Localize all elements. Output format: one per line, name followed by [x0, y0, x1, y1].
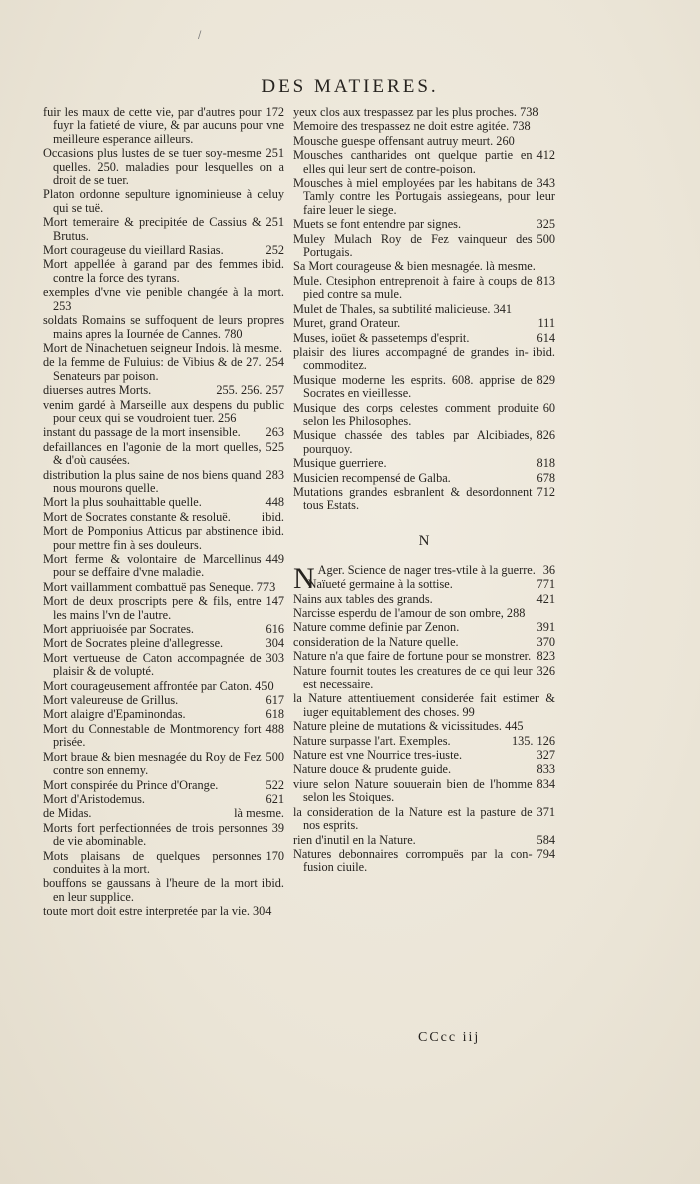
index-entry [43, 286, 284, 313]
entry-text: la Nature attentiuement considerée fait estimer & iuger equitablement des choses. 99 [293, 691, 555, 719]
right-column-bottom [293, 561, 555, 875]
entry-text: Mort courageusement affrontée par Caton. 450 [43, 678, 274, 693]
entry-text: Mulet de Thales, sa subtilité malicieuse. 341 [293, 301, 513, 316]
entry-text: exemples d'vne vie penible changée à la mort. 253 [43, 285, 284, 313]
entry-text: fuir les maux de cette vie, par d'autres pour fuyr la fatieté de viure, & par aucuns pour vne meilleure esperance ailleurs. [43, 105, 284, 146]
entry-text: Mort braue & bien mesnagée du Roy de Fez contre son ennemy. [43, 749, 262, 778]
entry-page-ref: 251 [265, 215, 284, 230]
index-entry [43, 342, 284, 355]
index-entry [43, 426, 284, 439]
index-entry [293, 486, 555, 513]
entry-text: soldats Romains se suffoquent de leurs propres mains apres la Iournée de Cannes. 780 [43, 313, 284, 341]
page-header: DES MATIERES. [261, 76, 439, 97]
entry-text: Musique moderne les esprits. 608. apprise de Socrates en vieillesse. [293, 372, 533, 401]
entry-page-ref: 448 [265, 495, 284, 510]
entry-page-ref: 500 [536, 231, 555, 246]
entry-text: Mots plaisans de quelques personnes conduites à la mort. [43, 848, 262, 876]
entry-text: toute mort doit estre interpretée par la vie. 304 [43, 904, 272, 919]
entry-page-ref: 614 [536, 330, 555, 345]
index-entry [293, 402, 555, 429]
index-entry [293, 346, 555, 373]
entry-text: Nature est vne Nourrice tres-iuste. [293, 748, 463, 763]
entry-text: Mort d'Aristodemus. [43, 791, 145, 806]
entry-text: Musique des corps celestes comment produite selon les Philosophes. [293, 400, 539, 428]
entry-page-ref: 135. 126 [511, 733, 555, 748]
entry-page-ref: 449 [265, 552, 284, 566]
entry-text: Mort valeureuse de Grillus. [43, 693, 179, 708]
entry-page-ref: 371 [536, 804, 555, 819]
entry-page-ref: 617 [265, 693, 284, 708]
entry-page-ref: 525 [265, 439, 284, 454]
index-entry [43, 511, 284, 524]
index-entry [43, 496, 284, 509]
index-entry [293, 135, 555, 148]
entry-page-ref: 488 [265, 721, 284, 736]
index-entry [43, 106, 284, 146]
index-entry [293, 120, 555, 133]
entry-page-ref: 500 [265, 749, 284, 764]
entry-text: Musique guerriere. [293, 456, 387, 471]
index-entry [43, 525, 284, 552]
entry-page-ref: 343 [536, 176, 555, 191]
entry-page-ref: 255. 256. 257 [216, 383, 284, 398]
entry-text: Naïueté germaine à la sottise. [307, 577, 453, 592]
entry-page-ref: 522 [265, 777, 284, 792]
index-entry [43, 723, 284, 750]
entry-text: distribution la plus saine de nos biens quand nous mourons quelle. [43, 467, 262, 495]
index-entry [43, 905, 284, 918]
entry-text: Muets se font entendre par signes. [293, 217, 462, 232]
right-column [293, 106, 555, 876]
index-entry [43, 708, 284, 721]
index-entry [293, 177, 555, 217]
entry-page-ref: 833 [536, 762, 555, 777]
entry-page-ref: 304 [265, 636, 284, 651]
entry-text: Nains aux tables des grands. [293, 591, 433, 606]
entry-text: Musique chassée des tables par Alcibiades, pourquoy. [293, 428, 533, 456]
entry-text: Mort vaillamment combattuë pas Seneque. 773 [43, 579, 276, 594]
entry-page-ref: 391 [536, 620, 555, 635]
entry-text: Memoire des trespassez ne doit estre agitée. 738 [293, 119, 531, 134]
index-entry [43, 384, 284, 397]
entry-text: Mort du Connestable de Montmorency fort prisée. [43, 721, 262, 750]
entry-text: Nature comme definie par Zenon. [293, 620, 460, 635]
entry-text: Mousches à miel employées par les habitans de Tamly contre les Portugais assiegeans, pour leur faire leuer le siege. [293, 176, 555, 217]
index-entry [293, 778, 555, 805]
index-entry [293, 593, 555, 606]
entry-text: Nature fournit toutes les creatures de ce qui leur est necessaire. [293, 663, 533, 692]
index-entry [43, 637, 284, 650]
index-entry [43, 595, 284, 622]
entry-text: Mort appriuoisée par Socrates. [43, 622, 194, 637]
entry-page-ref: 678 [536, 470, 555, 485]
entry-text: Mort ferme & volontaire de Marcellinus pour se deffaire d'vne maladie. [43, 552, 262, 580]
index-entry [43, 441, 284, 468]
index-entry [43, 779, 284, 792]
entry-page-ref: 412 [536, 148, 555, 163]
entry-page-ref: 618 [265, 707, 284, 722]
index-entry [43, 216, 284, 243]
index-entry [43, 680, 284, 693]
entry-text: de Midas. [43, 806, 92, 821]
index-entry [293, 233, 555, 260]
index-entry [293, 763, 555, 776]
left-column [43, 106, 284, 920]
entry-text: Nature douce & prudente guide. [293, 762, 452, 777]
index-entry [43, 807, 284, 820]
entry-page-ref: ibid. [261, 524, 284, 539]
entry-page-ref: 251 [265, 146, 284, 161]
index-entry [43, 188, 284, 215]
entry-text: Occasions plus lustes de se tuer soy-mesme quelles. 250. maladies pour lesquelles on a droit de se tuer. [43, 146, 284, 188]
entry-page-ref: 303 [265, 650, 284, 665]
entry-text: Muret, grand Orateur. [293, 316, 401, 331]
entry-page-ref: 252 [265, 243, 284, 258]
entry-text: Mutations grandes esbranlent & desordonnent tous Estats. [293, 484, 533, 513]
entry-text: Ager. Science de nager tres-vtile à la guerre. [317, 562, 536, 577]
entry-page-ref: 712 [536, 484, 555, 499]
entry-text: Mort courageuse du vieillard Rasias. [43, 243, 224, 258]
entry-text: Mort appellée à garand par des femmes contre la force des tyrans. [43, 257, 258, 285]
entry-text: Muley Mulach Roy de Fez vainqueur des Portugais. [293, 231, 533, 260]
index-entry [293, 834, 555, 847]
index-entry [293, 303, 555, 316]
index-entry [43, 314, 284, 341]
entry-page-ref: 818 [536, 456, 555, 471]
index-entry [293, 848, 555, 875]
index-entry [43, 850, 284, 877]
entry-page-ref: 834 [536, 776, 555, 791]
entry-text: Mort la plus souhaittable quelle. [43, 495, 202, 510]
entry-text: instant du passage de la mort insensible. [43, 425, 241, 440]
index-entry [43, 399, 284, 426]
entry-text: plaisir des liures accompagné de grandes incommoditez. [293, 344, 529, 373]
index-entry [293, 749, 555, 762]
index-entry [43, 581, 284, 594]
entry-text: Morts fort perfectionnées de trois personnes de vie abominable. [43, 820, 268, 849]
dropcap-letter: N [293, 561, 315, 595]
entry-text: defaillances en l'agonie de la mort quelles, & d'où causées. [43, 439, 262, 468]
index-entry [293, 317, 555, 330]
entry-text: Mousche guespe offensant autruy meurt. 260 [293, 133, 515, 148]
entry-page-ref: 254 [265, 355, 284, 370]
entry-page-ref: 147 [265, 594, 284, 609]
index-entry [43, 553, 284, 580]
entry-text: de la femme de Fuluius: de Vibius & de 27. Senateurs par poison. [43, 355, 262, 383]
entry-page-ref: là mesme. [234, 806, 284, 821]
index-entry [293, 149, 555, 176]
entry-text: Nature surpasse l'art. Exemples. [293, 733, 451, 748]
index-entry [293, 735, 555, 748]
entry-text: Mort de Ninachetuen seigneur Indois. là mesme. [43, 340, 283, 355]
index-entry [293, 457, 555, 470]
entry-page-ref: 326 [536, 663, 555, 678]
entry-page-ref: 826 [536, 428, 555, 443]
entry-page-ref: 370 [536, 634, 555, 649]
index-entry [293, 218, 555, 231]
index-entry [43, 469, 284, 496]
index-entry [43, 258, 284, 285]
index-entry [293, 275, 555, 302]
entry-text: Sa Mort courageuse & bien mesnagée. là mesme. [293, 259, 536, 274]
entry-text: consideration de la Nature quelle. [293, 634, 459, 649]
entry-page-ref: 36 [542, 562, 555, 577]
entry-page-ref: ibid. [261, 509, 284, 524]
entry-page-ref: 172 [265, 105, 284, 119]
entry-text: bouffons se gaussans à l'heure de la mort en leur supplice. [43, 876, 258, 904]
index-entry [293, 720, 555, 733]
index-entry [293, 636, 555, 649]
index-entry [43, 623, 284, 636]
entry-page-ref: 621 [265, 791, 284, 806]
entry-text: Muses, ioüet & passetemps d'esprit. [293, 330, 470, 345]
entry-text: Nature n'a que faire de fortune pour se monstrer. [293, 649, 532, 664]
entry-page-ref: ibid. [261, 876, 284, 891]
entry-text: Platon ordonne sepulture ignominieuse à celuy qui se tuë. [43, 187, 284, 215]
entry-page-ref: 771 [536, 577, 555, 592]
entry-page-ref: 60 [542, 400, 555, 415]
index-entry [293, 106, 555, 119]
entry-page-ref: 327 [536, 748, 555, 763]
entry-page-ref: 111 [537, 316, 555, 331]
page-mark: / [198, 30, 202, 41]
entry-text: Musicien recompensé de Galba. [293, 470, 451, 485]
index-entry [43, 822, 284, 849]
entry-text: rien d'inutil en la Nature. [293, 832, 416, 847]
entry-page-ref: ibid. [261, 257, 284, 272]
entry-text: Mort alaigre d'Epaminondas. [43, 707, 186, 722]
entry-text: Mort de Pomponius Atticus par abstinence pour mettre fin à ses douleurs. [43, 524, 258, 552]
entry-page-ref: 616 [265, 622, 284, 637]
entry-page-ref: 263 [265, 425, 284, 440]
entry-page-ref: 829 [536, 372, 555, 387]
signature-mark: CCcc iij [418, 1030, 481, 1045]
entry-text: Mort temeraire & precipitée de Cassius & Brutus. [43, 215, 262, 243]
entry-page-ref: 794 [536, 846, 555, 861]
index-entry [293, 665, 555, 692]
entry-text: la consideration de la Nature est la pasture de nos esprits. [293, 804, 533, 833]
index-entry [293, 806, 555, 833]
entry-text: Mort de Socrates constante & resoluë. [43, 509, 231, 524]
entry-page-ref: 421 [536, 591, 555, 606]
index-entry [293, 429, 555, 456]
index-entry [293, 650, 555, 663]
index-entry [43, 694, 284, 707]
entry-text: diuerses autres Morts. [43, 383, 152, 398]
entry-page-ref: 813 [536, 273, 555, 288]
entry-text: Mort de Socrates pleine d'allegresse. [43, 636, 224, 651]
entry-text: Natures debonnaires corrompuës par la confusion ciuile. [293, 846, 533, 875]
index-entry [43, 244, 284, 257]
entry-text: Mort conspirée du Prince d'Orange. [43, 777, 219, 792]
entry-text: venim gardé à Marseille aux despens du public pour ceux qui se voudroient tuer. 256 [43, 397, 284, 425]
entry-text: Mort vertueuse de Caton accompagnée de plaisir & de volupté. [43, 650, 262, 679]
index-entry [293, 578, 555, 591]
index-entry [293, 260, 555, 273]
index-entry [293, 472, 555, 485]
index-entry [293, 332, 555, 345]
entry-page-ref: 39 [271, 820, 284, 835]
section-letter: N [418, 532, 430, 549]
index-entry [293, 692, 555, 719]
index-entry [293, 607, 555, 620]
entry-text: Narcisse esperdu de l'amour de son ombre, 288 [293, 606, 526, 620]
entry-text: Mort de deux proscripts pere & fils, entre les mains l'vn de l'autre. [43, 594, 262, 622]
index-entry [43, 751, 284, 778]
entry-text: viure selon Nature souuerain bien de l'homme selon les Stoiques. [293, 776, 533, 805]
entry-page-ref: 283 [265, 467, 284, 482]
entry-page-ref: 584 [536, 832, 555, 847]
entry-text: Nature pleine de mutations & vicissitudes. 445 [293, 719, 524, 734]
entry-text: Mule. Ctesiphon entreprenoit à faire à coups de pied contre sa mule. [293, 273, 533, 302]
entry-page-ref: 325 [536, 217, 555, 232]
index-entry [293, 621, 555, 634]
index-entry [43, 793, 284, 806]
entry-page-ref: ibid. [532, 344, 555, 359]
entry-page-ref: 170 [265, 848, 284, 863]
index-entry [43, 652, 284, 679]
entry-text: yeux clos aux trespassez par les plus proches. 738 [293, 105, 539, 119]
index-entry [43, 877, 284, 904]
index-entry [43, 356, 284, 383]
entry-text: Mousches cantharides ont quelque partie en elles qui leur sert de contre-poison. [293, 148, 533, 176]
entry-page-ref: 823 [536, 649, 555, 664]
right-column-top [293, 106, 555, 513]
index-entry [293, 374, 555, 401]
index-entry [43, 147, 284, 187]
